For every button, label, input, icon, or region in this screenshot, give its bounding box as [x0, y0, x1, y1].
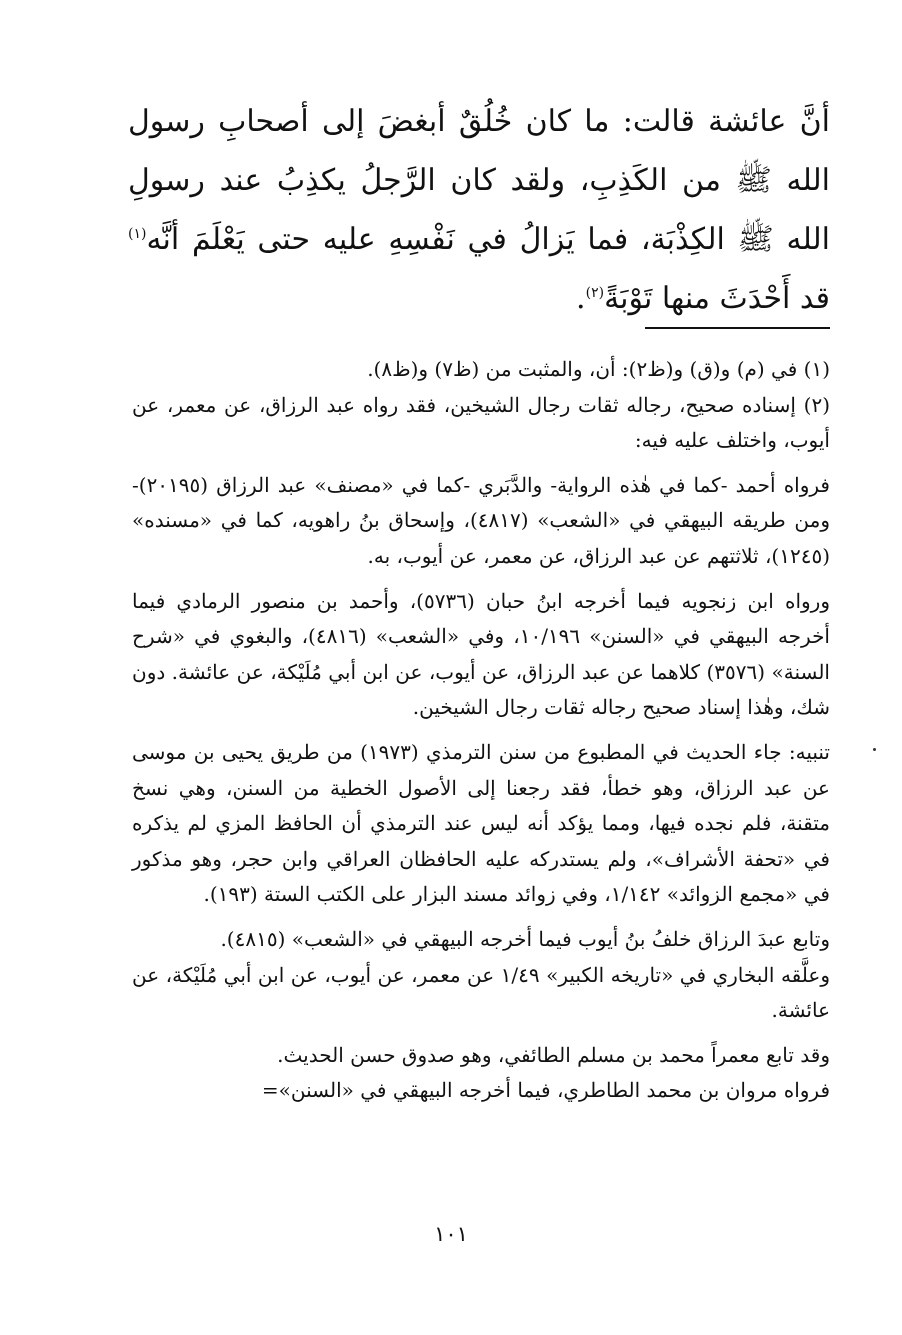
footnote-paragraph: ورواه ابن زنجويه فيما أخرجه ابنُ حبان (٥٧٣٦)، وأحمد بن منصور الرمادي فيما أخرجه البيهقي في «السنن» ١٠/١٩٦، وفي «الشعب» (٤٨١٦)، والبغوي في «شرح السنة» (٣٥٧٦) كلاهما عن عبد الرزاق، عن أيوب، عن ابن أبي مُلَيْكة، عن عائشة. دون شك، وهٰذا إسناد صحيح رجاله ثقات رجال الشيخين. — [132, 588, 830, 720]
footnote-marker-1: (١) — [128, 226, 147, 242]
footnote-paragraph: فرواه أحمد -كما في هٰذه الرواية- والدَّبَري -كما في «مصنف» عبد الرزاق (٢٠١٩٥)- ومن طريقه البيهقي في «الشعب» (٤٨١٧)، وإسحاق بنُ راهويه، كما في «مسنده» (١٢٤٥)، ثلاثتهم عن عبد الرزاق، عن معمر، عن أيوب، به. — [132, 472, 830, 568]
hadith-text-part-1: أنَّ عائشة قالت: ما كان خُلُقٌ أبغضَ إلى أصحابِ رسول الله ﷺ من الكَذِبِ، ولقد كان الرَّجلُ يكذِبُ عند رسولِ الله ﷺ الكِذْبَة، فما يَزالُ في نَفْسِهِ عليه حتى يَعْلَمَ أنَّه — [128, 104, 830, 257]
footnote-paragraph: فرواه مروان بن محمد الطاطري، فيما أخرجه البيهقي في «السنن»= — [261, 1078, 830, 1103]
footnote-2: (٢) إسناده صحيح، رجاله ثقات رجال الشيخين، فقد رواه عبد الرزاق، عن معمر، عن أيوب، واختلف عليه فيه: — [132, 392, 830, 453]
footnote-1: (١) في (م) و(ق) و(ظ٢): أن، والمثبت من (ظ٧) و(ظ٨). — [367, 357, 830, 381]
hadith-text — [128, 92, 830, 328]
footnote-marker-2: (٢) — [585, 285, 605, 301]
footnote-paragraph: وقد تابع معمراً محمد بن مسلم الطائفي، وهو صدوق حسن الحديث. — [277, 1042, 830, 1067]
page-number: ١٠١ — [434, 1222, 468, 1246]
footnote-paragraph: وتابع عبدَ الرزاق خلفُ بنُ أيوب فيما أخرجه البيهقي في «الشعب» (٤٨١٥). — [220, 926, 830, 951]
footnote-paragraph: وعلَّقه البخاري في «تاريخه الكبير» ١/٤٩ عن معمر، عن أيوب، عن ابن أبي مُلَيْكة، عن عائشة. — [132, 962, 830, 1023]
footnote-paragraph: تنبيه: جاء الحديث في المطبوع من سنن الترمذي (١٩٧٣) من طريق يحيى بن موسى عن عبد الرزاق، وهو خطأ، فقد رجعنا إلى الأصول الخطية من السنن، وهي نسخ متقنة، فلم نجده فيها، ومما يؤكد أنه ليس عند الترمذي أن الحافظ المزي لم يذكره في «تحفة الأشراف»، ولم يستدركه عليه الحافظان العراقي وابن حجر، وهو مذكور في «مجمع الزوائد» ١/١٤٢، وفي زوائد مسند البزار على الكتب الستة (١٩٣). — [132, 739, 830, 907]
hadith-paragraph — [128, 92, 830, 328]
footnotes — [132, 352, 830, 1109]
footnote-separator — [645, 327, 830, 329]
hadith-text-part-3: . — [576, 281, 586, 316]
margin-speck — [873, 748, 876, 751]
hadith-text-part-2: قد أَحْدَثَ منها تَوْبَةً — [604, 281, 830, 316]
